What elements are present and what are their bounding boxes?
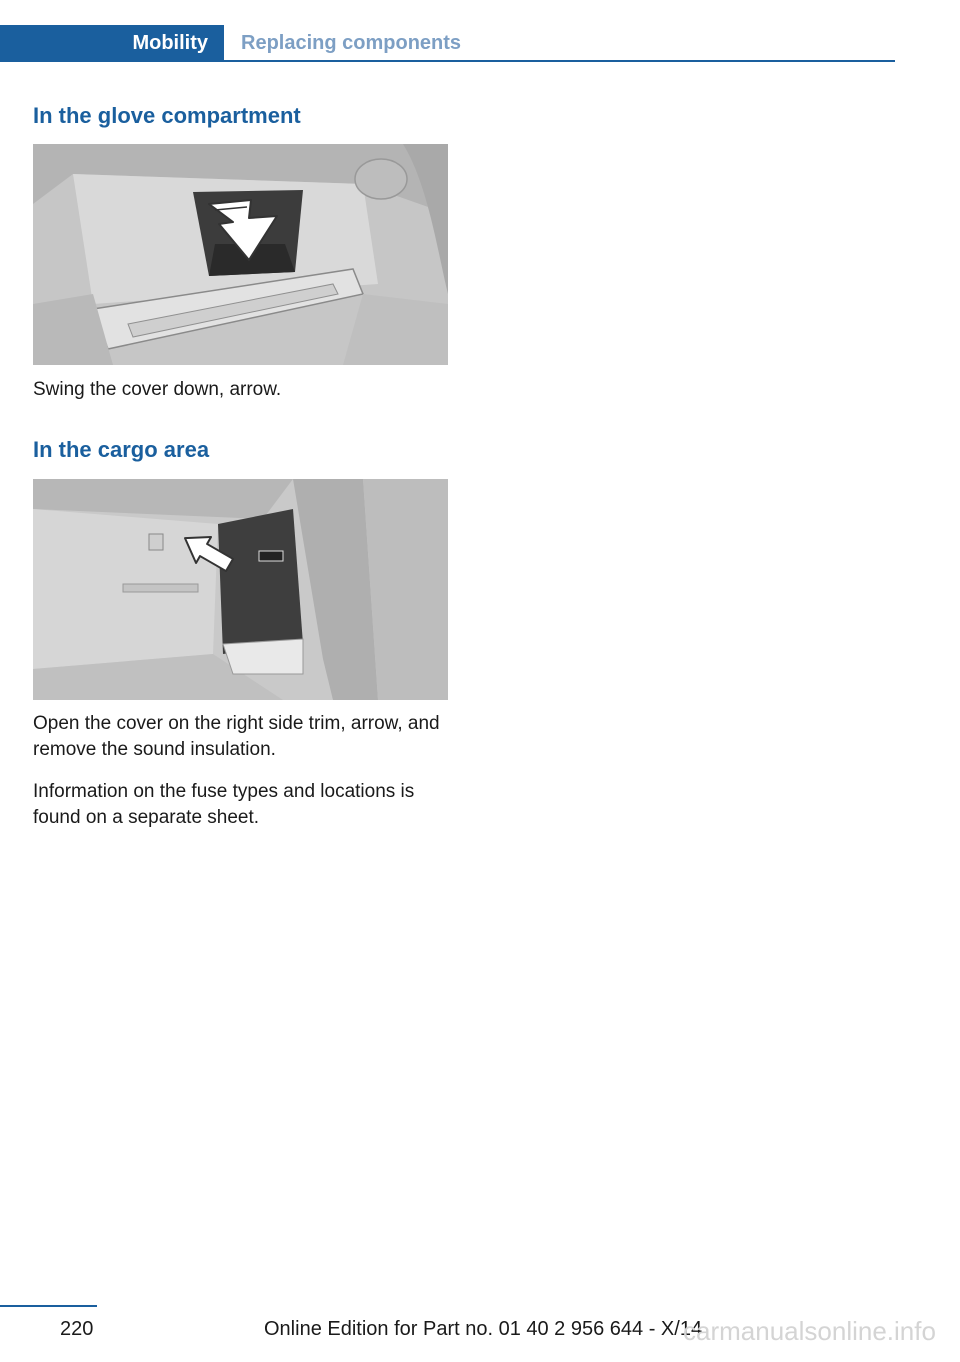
paragraph-fuse-information: Information on the fuse types and locations is found on a separate sheet.: [33, 781, 415, 828]
page-header: [0, 25, 895, 62]
footer-rule: [0, 1305, 97, 1307]
heading-glove-compartment: In the glove compartment: [33, 103, 301, 128]
cargo-area-illustration: [33, 479, 448, 700]
header-rule: [224, 60, 895, 62]
glove-compartment-illustration: [33, 144, 448, 365]
caption-glove-compartment: Swing the cover down, arrow.: [33, 379, 282, 400]
edition-label: Online Edition for Part no. 01 40 2 956 644 - X/14: [264, 1318, 703, 1340]
subsection-tab-replacing-components: Replacing components: [241, 32, 462, 54]
watermark: carmanualsonline.info: [683, 1316, 936, 1346]
section-tab-mobility: Mobility: [0, 25, 224, 62]
paragraph-open-cover: Open the cover on the right side trim, arrow, and remove the sound insulation.: [33, 713, 440, 760]
page-number: 220: [60, 1318, 94, 1340]
heading-cargo-area: In the cargo area: [33, 437, 210, 462]
